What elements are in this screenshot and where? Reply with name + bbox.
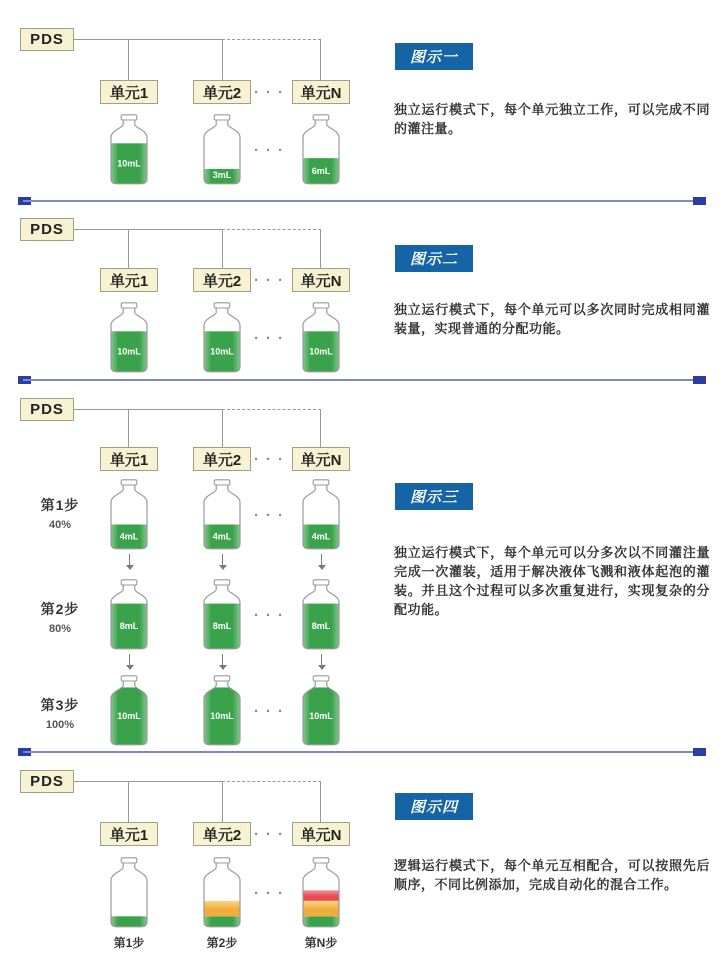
connector-drop: [128, 229, 129, 268]
unit-label: 单元N: [300, 84, 342, 102]
bottle-caption: 第1步: [113, 936, 145, 950]
unit-label: 单元1: [109, 272, 149, 290]
vial-bottle: [109, 579, 149, 650]
bottle-caption: 第2步: [206, 936, 238, 950]
section-description: 独立运行模式下，每个单元可以分多次以不同灌注量完成一次灌装，适用于解决液体飞溅和液体起泡的灌装。并且这个过程可以多次重复进行，实现复杂的分配功能。: [394, 545, 710, 617]
section-description: 独立运行模式下，每个单元可以多次同时完成相同灌装量，实现普通的分配功能。: [394, 302, 710, 336]
vial-bottle: [109, 114, 149, 185]
unit-box-2: [193, 447, 251, 471]
step-name: 第3步: [40, 697, 80, 713]
connector-line: [74, 409, 222, 410]
pds-box: [20, 398, 74, 421]
svg-text:4mL: 4mL: [119, 531, 139, 542]
connector-drop: [320, 781, 321, 822]
ellipsis: ···: [254, 330, 290, 347]
unit-box-n: [292, 447, 350, 471]
vial-bottle: [301, 479, 341, 550]
unit-label: 单元N: [300, 451, 342, 469]
svg-text:10mL: 10mL: [309, 711, 333, 722]
connector-drop: [222, 229, 223, 268]
ellipsis: ···: [254, 142, 290, 159]
unit-box-n: [292, 822, 350, 846]
vial-bottle: [109, 479, 149, 550]
unit-box-1: [100, 268, 158, 292]
unit-label: 单元2: [202, 272, 242, 290]
vial-bottle: [301, 302, 341, 373]
vial-bottle: [202, 302, 242, 373]
vial-bottle: [202, 675, 242, 746]
unit-label: 单元1: [109, 451, 149, 469]
down-arrow-icon: [125, 554, 134, 570]
ellipsis: ···: [254, 272, 290, 289]
section-description: 独立运行模式下，每个单元独立工作，可以完成不同的灌注量。: [394, 102, 710, 136]
unit-box-2: [193, 822, 251, 846]
vial-bottle: [109, 857, 149, 928]
ellipsis: ···: [254, 826, 290, 843]
connector-line: [74, 229, 222, 230]
pds-label: PDS: [30, 31, 64, 48]
down-arrow-icon: [317, 654, 326, 670]
ellipsis: ···: [254, 607, 290, 624]
pds-box: [20, 218, 74, 241]
down-arrow-icon: [218, 554, 227, 570]
step-name: 第2步: [40, 601, 80, 617]
vial-bottle: [202, 479, 242, 550]
vial-bottle: [301, 675, 341, 746]
ellipsis: ···: [254, 507, 290, 524]
unit-label: 单元N: [300, 272, 342, 290]
svg-text:10mL: 10mL: [117, 346, 141, 357]
vial-bottle: [109, 302, 149, 373]
section-title-badge: 图示二: [395, 245, 473, 272]
svg-text:10mL: 10mL: [210, 711, 234, 722]
step-percent: 40%: [48, 519, 72, 531]
vial-bottle: [202, 857, 242, 928]
ellipsis: ···: [254, 885, 290, 902]
section-description: 逻辑运行模式下，每个单元互相配合，可以按照先后顺序，不同比例添加，完成自动化的混合工作。: [394, 858, 710, 892]
down-arrow-icon: [125, 654, 134, 670]
connector-line-dashed: [222, 781, 321, 782]
svg-text:10mL: 10mL: [117, 711, 141, 722]
pds-box: [20, 770, 74, 793]
unit-box-2: [193, 80, 251, 104]
vial-bottle: [202, 579, 242, 650]
step-label-3: [25, 695, 95, 731]
unit-box-1: [100, 80, 158, 104]
unit-box-n: [292, 268, 350, 292]
unit-label: 单元2: [202, 84, 242, 102]
unit-box-1: [100, 447, 158, 471]
vial-bottle: [301, 114, 341, 185]
ellipsis: ···: [254, 703, 290, 720]
step-label-2: [25, 599, 95, 635]
section-diagram-3: [0, 380, 725, 752]
vial-bottle: [301, 857, 341, 928]
connector-drop: [320, 39, 321, 80]
unit-label: 单元1: [109, 826, 149, 844]
unit-label: 单元1: [109, 84, 149, 102]
pds-label: PDS: [30, 773, 64, 790]
svg-text:8mL: 8mL: [119, 621, 139, 632]
unit-label: 单元2: [202, 451, 242, 469]
svg-text:10mL: 10mL: [210, 346, 234, 357]
section-title-badge: 图示四: [395, 793, 473, 820]
pds-label: PDS: [30, 221, 64, 238]
step-percent: 80%: [48, 623, 72, 635]
svg-text:4mL: 4mL: [212, 531, 232, 542]
pds-label: PDS: [30, 401, 64, 418]
unit-box-n: [292, 80, 350, 104]
ellipsis: ···: [254, 84, 290, 101]
svg-text:6mL: 6mL: [311, 165, 331, 176]
connector-drop: [128, 781, 129, 822]
bottle-caption: 第N步: [304, 936, 338, 950]
step-label-1: [25, 495, 95, 531]
connector-drop: [128, 409, 129, 447]
down-arrow-icon: [317, 554, 326, 570]
connector-drop: [128, 39, 129, 80]
connector-line: [74, 39, 222, 40]
unit-label: 单元N: [300, 826, 342, 844]
section-diagram-1: [0, 0, 725, 200]
section-title-badge: 图示一: [395, 43, 473, 70]
connector-line-dashed: [222, 409, 321, 410]
svg-text:10mL: 10mL: [117, 158, 141, 169]
connector-drop: [320, 409, 321, 447]
unit-box-2: [193, 268, 251, 292]
section-title-badge: 图示三: [395, 483, 473, 510]
vial-bottle: [301, 579, 341, 650]
down-arrow-icon: [218, 654, 227, 670]
step-percent: 100%: [45, 719, 75, 731]
svg-text:8mL: 8mL: [212, 621, 232, 632]
connector-drop: [222, 39, 223, 80]
unit-box-1: [100, 822, 158, 846]
connector-line-dashed: [222, 229, 321, 230]
connector-drop: [320, 229, 321, 268]
vial-bottle: [202, 114, 242, 185]
svg-text:10mL: 10mL: [309, 346, 333, 357]
connector-line-dashed: [222, 39, 321, 40]
pds-box: [20, 28, 74, 51]
ellipsis: ···: [254, 451, 290, 468]
connector-drop: [222, 781, 223, 822]
unit-label: 单元2: [202, 826, 242, 844]
step-name: 第1步: [40, 497, 80, 513]
svg-text:3mL: 3mL: [212, 170, 232, 180]
vial-bottle: [109, 675, 149, 746]
connector-drop: [222, 409, 223, 447]
connector-line: [74, 781, 222, 782]
section-diagram-4: [0, 752, 725, 953]
section-diagram-2: [0, 200, 725, 380]
svg-text:8mL: 8mL: [311, 621, 331, 632]
svg-text:4mL: 4mL: [311, 531, 331, 542]
